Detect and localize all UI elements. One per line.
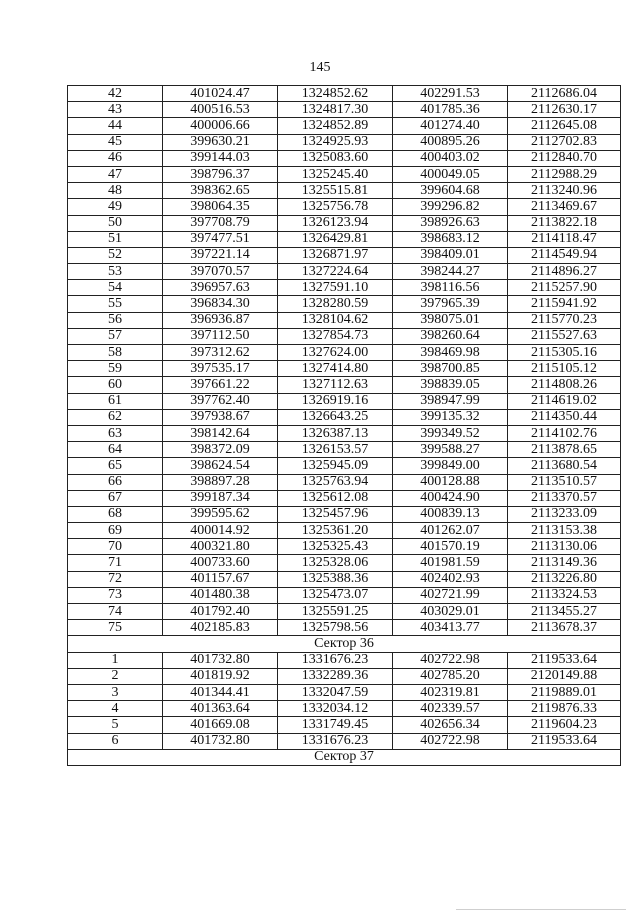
y-coordinate-2-cell: 2113370.57 <box>508 490 621 506</box>
table-row <box>68 474 621 490</box>
point-number-cell: 2 <box>68 668 163 684</box>
y-coordinate-2-cell: 2119876.33 <box>508 701 621 717</box>
y-coordinate-2-cell: 2115305.16 <box>508 345 621 361</box>
table-row <box>68 345 621 361</box>
y-coordinate-2-cell: 2113455.27 <box>508 604 621 620</box>
x-coordinate-1-cell: 398064.35 <box>163 199 278 215</box>
y-coordinate-2-cell: 2113233.09 <box>508 506 621 522</box>
table-row <box>68 166 621 182</box>
y-coordinate-1-cell: 1325325.43 <box>278 539 393 555</box>
x-coordinate-1-cell: 397221.14 <box>163 247 278 263</box>
table-row <box>68 458 621 474</box>
x-coordinate-1-cell: 396834.30 <box>163 296 278 312</box>
y-coordinate-1-cell: 1324817.30 <box>278 102 393 118</box>
x-coordinate-2-cell: 400049.05 <box>393 166 508 182</box>
x-coordinate-2-cell: 398683.12 <box>393 231 508 247</box>
y-coordinate-2-cell: 2119604.23 <box>508 717 621 733</box>
y-coordinate-2-cell: 2113149.36 <box>508 555 621 571</box>
x-coordinate-1-cell: 397708.79 <box>163 215 278 231</box>
table-row <box>68 86 621 102</box>
x-coordinate-1-cell: 396957.63 <box>163 280 278 296</box>
table-row <box>68 231 621 247</box>
point-number-cell: 60 <box>68 377 163 393</box>
x-coordinate-2-cell: 402722.98 <box>393 733 508 749</box>
y-coordinate-2-cell: 2119533.64 <box>508 652 621 668</box>
y-coordinate-1-cell: 1325328.06 <box>278 555 393 571</box>
point-number-cell: 55 <box>68 296 163 312</box>
x-coordinate-2-cell: 399588.27 <box>393 442 508 458</box>
point-number-cell: 56 <box>68 312 163 328</box>
x-coordinate-2-cell: 402402.93 <box>393 571 508 587</box>
y-coordinate-1-cell: 1332289.36 <box>278 668 393 684</box>
table-row <box>68 684 621 700</box>
table-row <box>68 620 621 636</box>
table-row <box>68 539 621 555</box>
x-coordinate-2-cell: 402721.99 <box>393 587 508 603</box>
x-coordinate-1-cell: 401792.40 <box>163 604 278 620</box>
table-row <box>68 490 621 506</box>
x-coordinate-1-cell: 397762.40 <box>163 393 278 409</box>
x-coordinate-1-cell: 398897.28 <box>163 474 278 490</box>
x-coordinate-2-cell: 397965.39 <box>393 296 508 312</box>
y-coordinate-1-cell: 1325361.20 <box>278 523 393 539</box>
y-coordinate-2-cell: 2114808.26 <box>508 377 621 393</box>
point-number-cell: 3 <box>68 684 163 700</box>
x-coordinate-2-cell: 402785.20 <box>393 668 508 684</box>
y-coordinate-1-cell: 1326387.13 <box>278 425 393 441</box>
y-coordinate-2-cell: 2113878.65 <box>508 442 621 458</box>
y-coordinate-2-cell: 2115257.90 <box>508 280 621 296</box>
table-row <box>68 328 621 344</box>
table-row <box>68 701 621 717</box>
table-row <box>68 280 621 296</box>
x-coordinate-2-cell: 401262.07 <box>393 523 508 539</box>
y-coordinate-2-cell: 2113510.57 <box>508 474 621 490</box>
y-coordinate-1-cell: 1325473.07 <box>278 587 393 603</box>
y-coordinate-1-cell: 1325591.25 <box>278 604 393 620</box>
table-row <box>68 652 621 668</box>
x-coordinate-1-cell: 398142.64 <box>163 425 278 441</box>
y-coordinate-2-cell: 2113822.18 <box>508 215 621 231</box>
point-number-cell: 57 <box>68 328 163 344</box>
sector-heading-row <box>68 749 621 765</box>
table-row <box>68 377 621 393</box>
table-row <box>68 442 621 458</box>
y-coordinate-1-cell: 1325083.60 <box>278 150 393 166</box>
table-row <box>68 150 621 166</box>
y-coordinate-2-cell: 2119533.64 <box>508 733 621 749</box>
x-coordinate-2-cell: 402339.57 <box>393 701 508 717</box>
table-row <box>68 296 621 312</box>
table-row <box>68 264 621 280</box>
table-row <box>68 102 621 118</box>
x-coordinate-1-cell: 402185.83 <box>163 620 278 636</box>
point-number-cell: 45 <box>68 134 163 150</box>
y-coordinate-2-cell: 2113680.54 <box>508 458 621 474</box>
x-coordinate-1-cell: 399187.34 <box>163 490 278 506</box>
x-coordinate-2-cell: 398075.01 <box>393 312 508 328</box>
y-coordinate-2-cell: 2114896.27 <box>508 264 621 280</box>
y-coordinate-1-cell: 1325756.78 <box>278 199 393 215</box>
y-coordinate-1-cell: 1327414.80 <box>278 361 393 377</box>
point-number-cell: 1 <box>68 652 163 668</box>
x-coordinate-1-cell: 397535.17 <box>163 361 278 377</box>
x-coordinate-1-cell: 399595.62 <box>163 506 278 522</box>
y-coordinate-2-cell: 2112645.08 <box>508 118 621 134</box>
table-row <box>68 587 621 603</box>
x-coordinate-2-cell: 398244.27 <box>393 264 508 280</box>
x-coordinate-2-cell: 399849.00 <box>393 458 508 474</box>
x-coordinate-2-cell: 399604.68 <box>393 183 508 199</box>
x-coordinate-2-cell: 398409.01 <box>393 247 508 263</box>
table-row <box>68 361 621 377</box>
y-coordinate-1-cell: 1327224.64 <box>278 264 393 280</box>
table-row <box>68 555 621 571</box>
x-coordinate-2-cell: 402722.98 <box>393 652 508 668</box>
x-coordinate-1-cell: 401732.80 <box>163 733 278 749</box>
x-coordinate-2-cell: 399296.82 <box>393 199 508 215</box>
y-coordinate-2-cell: 2113226.80 <box>508 571 621 587</box>
scan-edge-line <box>456 909 626 910</box>
point-number-cell: 74 <box>68 604 163 620</box>
x-coordinate-1-cell: 397312.62 <box>163 345 278 361</box>
point-number-cell: 42 <box>68 86 163 102</box>
x-coordinate-2-cell: 400895.26 <box>393 134 508 150</box>
x-coordinate-1-cell: 398624.54 <box>163 458 278 474</box>
y-coordinate-2-cell: 2113678.37 <box>508 620 621 636</box>
point-number-cell: 50 <box>68 215 163 231</box>
y-coordinate-1-cell: 1327591.10 <box>278 280 393 296</box>
coordinates-table-body <box>68 86 621 766</box>
x-coordinate-1-cell: 401157.67 <box>163 571 278 587</box>
table-row <box>68 134 621 150</box>
x-coordinate-1-cell: 399144.03 <box>163 150 278 166</box>
y-coordinate-1-cell: 1325798.56 <box>278 620 393 636</box>
y-coordinate-1-cell: 1332047.59 <box>278 684 393 700</box>
x-coordinate-2-cell: 399135.32 <box>393 409 508 425</box>
table-row <box>68 409 621 425</box>
x-coordinate-1-cell: 400516.53 <box>163 102 278 118</box>
y-coordinate-1-cell: 1325245.40 <box>278 166 393 182</box>
x-coordinate-2-cell: 403029.01 <box>393 604 508 620</box>
y-coordinate-2-cell: 2120149.88 <box>508 668 621 684</box>
y-coordinate-1-cell: 1325945.09 <box>278 458 393 474</box>
point-number-cell: 61 <box>68 393 163 409</box>
y-coordinate-1-cell: 1326643.25 <box>278 409 393 425</box>
y-coordinate-1-cell: 1325763.94 <box>278 474 393 490</box>
sector-title: Сектор 36 <box>68 636 621 652</box>
x-coordinate-2-cell: 398469.98 <box>393 345 508 361</box>
x-coordinate-1-cell: 401732.80 <box>163 652 278 668</box>
x-coordinate-1-cell: 400014.92 <box>163 523 278 539</box>
y-coordinate-1-cell: 1331676.23 <box>278 652 393 668</box>
x-coordinate-1-cell: 398362.65 <box>163 183 278 199</box>
y-coordinate-1-cell: 1324852.89 <box>278 118 393 134</box>
point-number-cell: 64 <box>68 442 163 458</box>
point-number-cell: 70 <box>68 539 163 555</box>
y-coordinate-2-cell: 2112630.17 <box>508 102 621 118</box>
x-coordinate-2-cell: 401570.19 <box>393 539 508 555</box>
table-row <box>68 183 621 199</box>
x-coordinate-2-cell: 398926.63 <box>393 215 508 231</box>
x-coordinate-2-cell: 403413.77 <box>393 620 508 636</box>
page-number: 145 <box>309 60 331 75</box>
point-number-cell: 44 <box>68 118 163 134</box>
y-coordinate-1-cell: 1325515.81 <box>278 183 393 199</box>
x-coordinate-2-cell: 400403.02 <box>393 150 508 166</box>
coordinates-table <box>67 85 621 766</box>
y-coordinate-1-cell: 1332034.12 <box>278 701 393 717</box>
point-number-cell: 52 <box>68 247 163 263</box>
x-coordinate-1-cell: 401480.38 <box>163 587 278 603</box>
table-row <box>68 199 621 215</box>
x-coordinate-2-cell: 401981.59 <box>393 555 508 571</box>
x-coordinate-2-cell: 399349.52 <box>393 425 508 441</box>
y-coordinate-1-cell: 1328104.62 <box>278 312 393 328</box>
point-number-cell: 75 <box>68 620 163 636</box>
table-row <box>68 118 621 134</box>
point-number-cell: 73 <box>68 587 163 603</box>
x-coordinate-1-cell: 399630.21 <box>163 134 278 150</box>
y-coordinate-2-cell: 2114350.44 <box>508 409 621 425</box>
point-number-cell: 46 <box>68 150 163 166</box>
table-row <box>68 717 621 733</box>
x-coordinate-2-cell: 401274.40 <box>393 118 508 134</box>
y-coordinate-1-cell: 1326429.81 <box>278 231 393 247</box>
x-coordinate-1-cell: 401363.64 <box>163 701 278 717</box>
x-coordinate-2-cell: 402291.53 <box>393 86 508 102</box>
table-row <box>68 215 621 231</box>
table-row <box>68 668 621 684</box>
point-number-cell: 69 <box>68 523 163 539</box>
x-coordinate-1-cell: 400321.80 <box>163 539 278 555</box>
point-number-cell: 5 <box>68 717 163 733</box>
y-coordinate-2-cell: 2119889.01 <box>508 684 621 700</box>
point-number-cell: 71 <box>68 555 163 571</box>
table-row <box>68 312 621 328</box>
x-coordinate-1-cell: 398372.09 <box>163 442 278 458</box>
point-number-cell: 66 <box>68 474 163 490</box>
x-coordinate-2-cell: 400839.13 <box>393 506 508 522</box>
point-number-cell: 49 <box>68 199 163 215</box>
y-coordinate-1-cell: 1331676.23 <box>278 733 393 749</box>
y-coordinate-2-cell: 2115770.23 <box>508 312 621 328</box>
y-coordinate-1-cell: 1328280.59 <box>278 296 393 312</box>
x-coordinate-2-cell: 402319.81 <box>393 684 508 700</box>
point-number-cell: 72 <box>68 571 163 587</box>
x-coordinate-1-cell: 401669.08 <box>163 717 278 733</box>
y-coordinate-2-cell: 2113130.06 <box>508 539 621 555</box>
x-coordinate-1-cell: 401344.41 <box>163 684 278 700</box>
x-coordinate-2-cell: 401785.36 <box>393 102 508 118</box>
y-coordinate-2-cell: 2112702.83 <box>508 134 621 150</box>
x-coordinate-2-cell: 398116.56 <box>393 280 508 296</box>
sector-heading-row <box>68 636 621 652</box>
y-coordinate-2-cell: 2114118.47 <box>508 231 621 247</box>
y-coordinate-2-cell: 2115941.92 <box>508 296 621 312</box>
y-coordinate-1-cell: 1331749.45 <box>278 717 393 733</box>
x-coordinate-1-cell: 397661.22 <box>163 377 278 393</box>
point-number-cell: 51 <box>68 231 163 247</box>
point-number-cell: 48 <box>68 183 163 199</box>
y-coordinate-1-cell: 1326153.57 <box>278 442 393 458</box>
table-row <box>68 523 621 539</box>
point-number-cell: 59 <box>68 361 163 377</box>
y-coordinate-2-cell: 2113153.38 <box>508 523 621 539</box>
table-row <box>68 393 621 409</box>
table-row <box>68 571 621 587</box>
y-coordinate-2-cell: 2114102.76 <box>508 425 621 441</box>
x-coordinate-2-cell: 398260.64 <box>393 328 508 344</box>
point-number-cell: 62 <box>68 409 163 425</box>
x-coordinate-2-cell: 398839.05 <box>393 377 508 393</box>
y-coordinate-1-cell: 1326123.94 <box>278 215 393 231</box>
x-coordinate-1-cell: 396936.87 <box>163 312 278 328</box>
point-number-cell: 68 <box>68 506 163 522</box>
y-coordinate-2-cell: 2112686.04 <box>508 86 621 102</box>
x-coordinate-1-cell: 397477.51 <box>163 231 278 247</box>
x-coordinate-2-cell: 400128.88 <box>393 474 508 490</box>
point-number-cell: 54 <box>68 280 163 296</box>
y-coordinate-2-cell: 2115105.12 <box>508 361 621 377</box>
x-coordinate-1-cell: 398796.37 <box>163 166 278 182</box>
x-coordinate-2-cell: 398700.85 <box>393 361 508 377</box>
x-coordinate-1-cell: 400733.60 <box>163 555 278 571</box>
y-coordinate-1-cell: 1325457.96 <box>278 506 393 522</box>
y-coordinate-1-cell: 1325612.08 <box>278 490 393 506</box>
y-coordinate-1-cell: 1327112.63 <box>278 377 393 393</box>
y-coordinate-1-cell: 1326871.97 <box>278 247 393 263</box>
point-number-cell: 53 <box>68 264 163 280</box>
table-row <box>68 425 621 441</box>
x-coordinate-2-cell: 402656.34 <box>393 717 508 733</box>
point-number-cell: 63 <box>68 425 163 441</box>
y-coordinate-1-cell: 1326919.16 <box>278 393 393 409</box>
y-coordinate-2-cell: 2113240.96 <box>508 183 621 199</box>
y-coordinate-2-cell: 2113469.67 <box>508 199 621 215</box>
y-coordinate-1-cell: 1324852.62 <box>278 86 393 102</box>
x-coordinate-1-cell: 397938.67 <box>163 409 278 425</box>
point-number-cell: 6 <box>68 733 163 749</box>
x-coordinate-1-cell: 397070.57 <box>163 264 278 280</box>
table-row <box>68 604 621 620</box>
y-coordinate-2-cell: 2115527.63 <box>508 328 621 344</box>
y-coordinate-2-cell: 2114549.94 <box>508 247 621 263</box>
y-coordinate-1-cell: 1325388.36 <box>278 571 393 587</box>
x-coordinate-1-cell: 401819.92 <box>163 668 278 684</box>
point-number-cell: 43 <box>68 102 163 118</box>
table-row <box>68 247 621 263</box>
y-coordinate-1-cell: 1327624.00 <box>278 345 393 361</box>
y-coordinate-2-cell: 2114619.02 <box>508 393 621 409</box>
x-coordinate-2-cell: 400424.90 <box>393 490 508 506</box>
y-coordinate-2-cell: 2112988.29 <box>508 166 621 182</box>
y-coordinate-2-cell: 2112840.70 <box>508 150 621 166</box>
point-number-cell: 67 <box>68 490 163 506</box>
sector-title: Сектор 37 <box>68 749 621 765</box>
table-row <box>68 733 621 749</box>
x-coordinate-1-cell: 397112.50 <box>163 328 278 344</box>
x-coordinate-1-cell: 401024.47 <box>163 86 278 102</box>
x-coordinate-1-cell: 400006.66 <box>163 118 278 134</box>
point-number-cell: 58 <box>68 345 163 361</box>
point-number-cell: 65 <box>68 458 163 474</box>
point-number-cell: 4 <box>68 701 163 717</box>
point-number-cell: 47 <box>68 166 163 182</box>
y-coordinate-1-cell: 1327854.73 <box>278 328 393 344</box>
x-coordinate-2-cell: 398947.99 <box>393 393 508 409</box>
y-coordinate-2-cell: 2113324.53 <box>508 587 621 603</box>
table-row <box>68 506 621 522</box>
y-coordinate-1-cell: 1324925.93 <box>278 134 393 150</box>
